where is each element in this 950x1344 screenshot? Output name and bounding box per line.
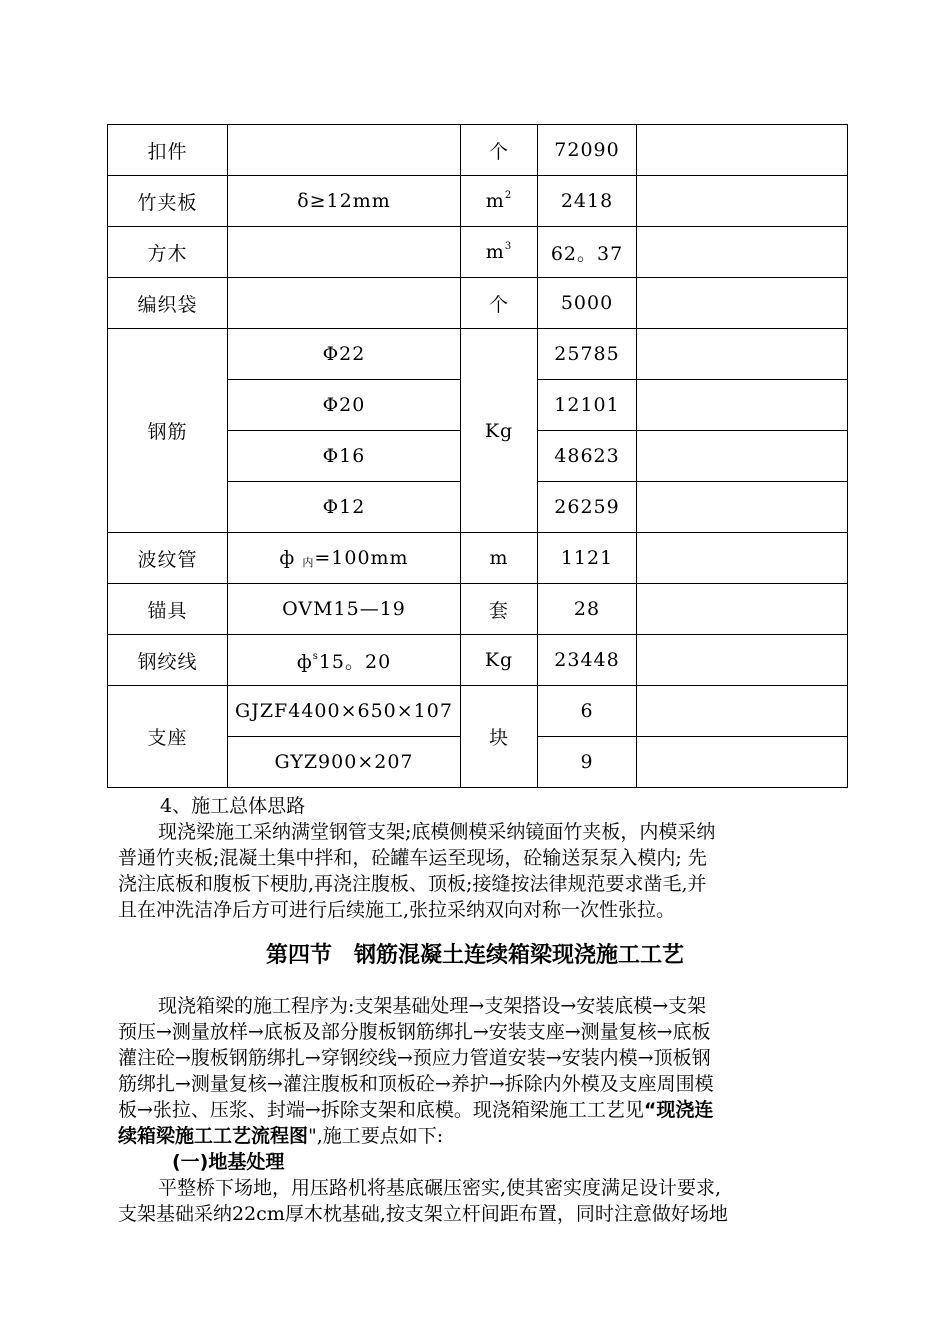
material-name: 扣件 (108, 125, 228, 176)
flowchart-ref: “现浇连 (643, 1099, 714, 1121)
material-name: 竹夹板 (108, 176, 228, 227)
material-unit: 个 (461, 278, 538, 329)
material-qty: 26259 (538, 482, 637, 533)
material-spec (228, 278, 461, 329)
material-spec (228, 125, 461, 176)
table-row (108, 125, 848, 176)
table-row (108, 584, 848, 635)
material-qty: 48623 (538, 431, 637, 482)
material-unit: m (461, 533, 538, 584)
material-note (637, 176, 848, 227)
material-name: 波纹管 (108, 533, 228, 584)
page-title: 第四节 钢筋混凝土连续箱梁现浇施工工艺 (265, 943, 684, 968)
paragraph-line: 预压→测量放样→底板及部分腹板钢筋绑扎→安装支座→测量复核→底板 (118, 1021, 711, 1043)
material-qty: 5000 (538, 278, 637, 329)
material-note (637, 227, 848, 278)
material-name: 钢筋 (108, 329, 228, 533)
material-name: 支座 (108, 686, 228, 788)
table-row (108, 278, 848, 329)
material-spec: Φ16 (228, 431, 461, 482)
material-qty: 6 (538, 686, 637, 737)
material-qty: 25785 (538, 329, 637, 380)
material-qty: 12101 (538, 380, 637, 431)
paragraph-line: 且在冲洗洁净后方可进行后续施工,张拉采纳双向对称一次性张拉。 (118, 899, 676, 921)
table-row (108, 635, 848, 686)
paragraph-line: 续箱梁施工工艺流程图",施工要点如下: (118, 1125, 444, 1147)
material-qty: 1121 (538, 533, 637, 584)
material-note (637, 482, 848, 533)
material-spec: Φ22 (228, 329, 461, 380)
material-unit: Kg (461, 635, 538, 686)
paragraph-line: 平整桥下场地，用压路机将基底碾压密实,使其密实度满足设计要求, (158, 1177, 722, 1199)
material-name: 钢绞线 (108, 635, 228, 686)
flowchart-ref: 续箱梁施工工艺流程图 (118, 1125, 309, 1147)
table-row (108, 176, 848, 227)
material-qty: 2418 (538, 176, 637, 227)
subsection-heading: (一)地基处理 (172, 1151, 285, 1173)
material-unit: $m^2$ (461, 176, 538, 227)
material-spec: Φ20 (228, 380, 461, 431)
material-unit: 套 (461, 584, 538, 635)
section-heading: 4、施工总体思路 (160, 795, 306, 817)
material-unit: Kg (461, 329, 538, 533)
material-note (637, 380, 848, 431)
material-note (637, 329, 848, 380)
material-spec: ф 内=100mm (228, 533, 461, 584)
material-note (637, 737, 848, 788)
material-spec: δ≥12mm (228, 176, 461, 227)
material-note (637, 533, 848, 584)
material-spec: OVM15—19 (228, 584, 461, 635)
material-unit: 块 (461, 686, 538, 788)
material-name: 编织袋 (108, 278, 228, 329)
paragraph-line: 现浇梁施工采纳满堂钢管支架;底模侧模采纳镜面竹夹板，内模采纳 (158, 821, 716, 843)
material-spec: Φ12 (228, 482, 461, 533)
paragraph-line: 板→张拉、压浆、封端→拆除支架和底模。现浇箱梁施工工艺见“现浇连 (118, 1099, 714, 1121)
paragraph-line: 灌注砼→腹板钢筋绑扎→穿钢绞线→预应力管道安装→安装内模→顶板钢 (118, 1047, 711, 1069)
material-note (637, 584, 848, 635)
table-row (108, 686, 848, 737)
material-qty: 23448 (538, 635, 637, 686)
material-note (637, 686, 848, 737)
material-name: 锚具 (108, 584, 228, 635)
material-note (637, 635, 848, 686)
materials-table (107, 124, 848, 788)
paragraph-line: 现浇箱梁的施工程序为:支架基础处理→支架搭设→安装底模→支架 (158, 995, 707, 1017)
material-name: 方木 (108, 227, 228, 278)
material-spec: GJZF4400×650×107 (228, 686, 461, 737)
paragraph-line: 筋绑扎→测量复核→灌注腹板和顶板砼→养护→拆除内外模及支座周围模 (118, 1073, 714, 1095)
material-unit: $m^3$ (461, 227, 538, 278)
material-spec (228, 227, 461, 278)
material-qty: 28 (538, 584, 637, 635)
paragraph-line: 普通竹夹板;混凝土集中拌和，砼罐车运至现场，砼输送泵泵入模内; 先 (118, 847, 707, 869)
material-note (637, 278, 848, 329)
paragraph-line: 支架基础采纳22cm厚木枕基础,按支架立杆间距布置，同时注意做好场地 (118, 1203, 728, 1225)
material-unit: 个 (461, 125, 538, 176)
material-qty: 72090 (538, 125, 637, 176)
material-note (637, 125, 848, 176)
material-spec: GYZ900×207 (228, 737, 461, 788)
material-qty: 9 (538, 737, 637, 788)
table-row (108, 227, 848, 278)
material-qty: 62。37 (538, 227, 637, 278)
table-row (108, 329, 848, 380)
material-spec: $ф^s15$。20 (228, 635, 461, 686)
table-row (108, 533, 848, 584)
paragraph-line: 浇注底板和腹板下梗肋,再浇注腹板、顶板;接缝按法律规范要求凿毛,并 (118, 873, 707, 895)
material-note (637, 431, 848, 482)
